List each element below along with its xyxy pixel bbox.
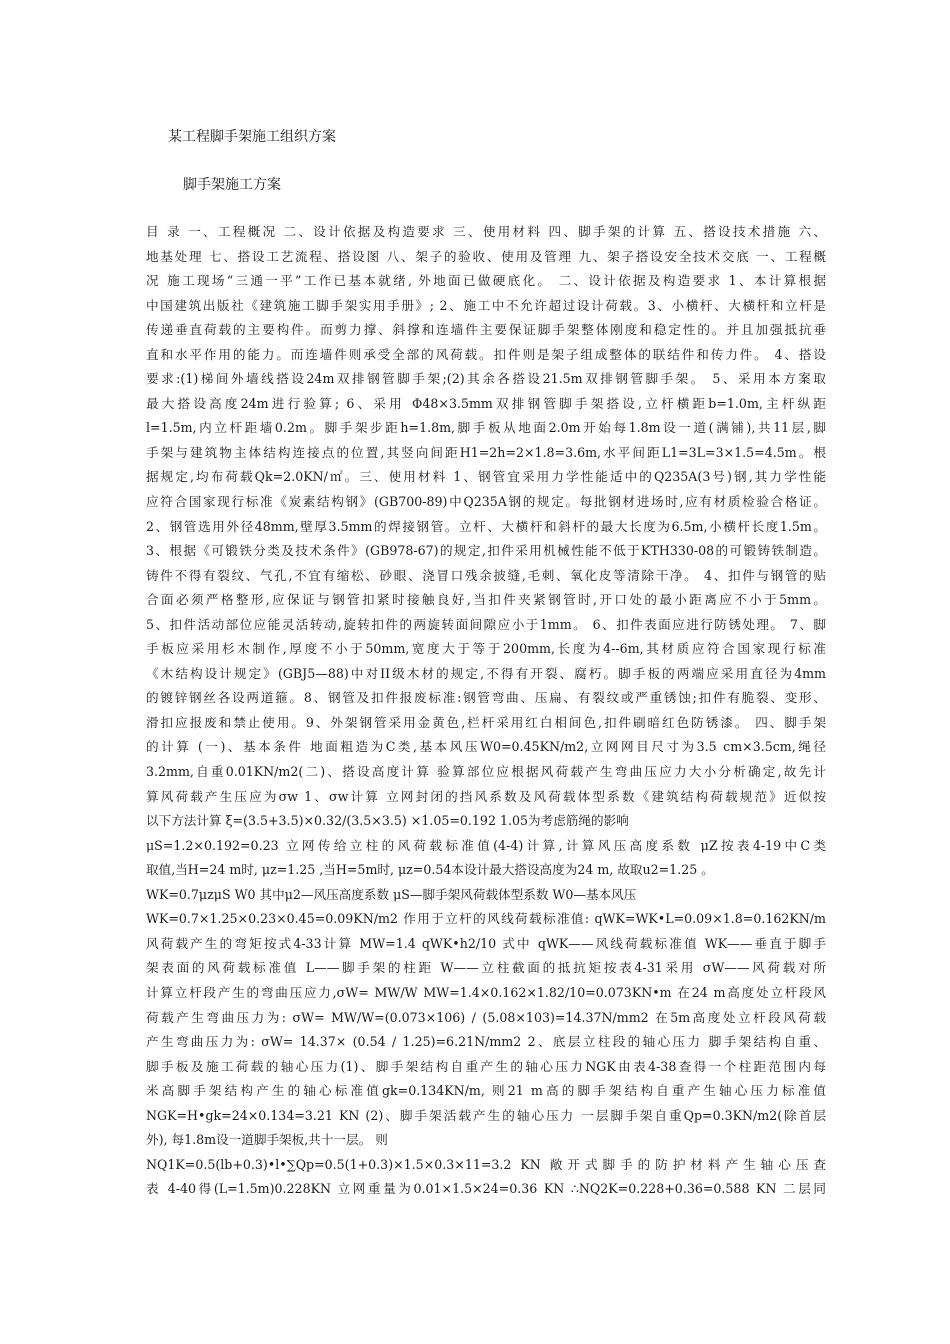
body-text-line: 要求:(1)梯间外墙线搭设24m双排钢管脚手架;(2)其余各搭设21.5m双排钢管脚手架。 5、采用本方案取 [146, 371, 826, 387]
body-text-line: WK=0.7μzμS W0 其中μ2—风压高度系数 μS—脚手架风荷载体型系数 W0—基本风压 [146, 886, 637, 902]
body-text-line: 2、钢管选用外径48mm,壁厚3.5mm的焊接钢管。立杆、大横杆和斜杆的最大长度为6.5m,小横杆长度1.5m。 [146, 518, 826, 534]
body-text-line: 计算立杆段产生的弯曲压应力,σW= MW/W MW=1.4×0.162×1.82/10=0.073KN•m 在24 m高度处立杆段风 [146, 984, 826, 1000]
body-text-line: 架表面的风荷载标准值 L——脚手架的柱距 W——立柱截面的抵抗矩按表4-31采用 σW——风荷载对所 [146, 960, 826, 976]
body-text-line: 手板应采用杉木制作,厚度不小于50mm,宽度大于等于200mm,长度为4--6m,其材质应符合国家现行标准 [146, 641, 826, 657]
body-text-line: NGK=H•gk=24×0.134=3.21 KN (2)、脚手架活载产生的轴心压力 一层脚手架自重Qp=0.3KN/m2(除首层 [146, 1107, 826, 1123]
body-text-line: 产生弯曲压力为: σW= 14.37× (0.54 / 1.25)=6.21N/mm2 2、底层立柱段的轴心压力 脚手架结构自重、 [146, 1034, 826, 1050]
body-text-line: 最大搭设高度24m进行验算; 6、采用 Φ48×3.5mm双排钢管脚手架搭设,立杆横距b=1.0m,主杆纵距 [146, 395, 826, 411]
body-text-line: 米高脚手架结构产生的轴心标准值gk=0.134KN/m, 则21 m高的脚手架结构自重产生轴心压力标准值 [146, 1083, 826, 1099]
body-text-line: 直和水平作用的能力。而连墙件则承受全部的风荷载。扣件则是架子组成整体的联结件和传力件。 4、搭设 [146, 346, 826, 362]
body-text-line: 手架与建筑物主体结构连接点的位置,其竖向间距H1=2h=2×1.8=3.6m,水平间距L1=3L=3×1.5=4.5m。根 [146, 444, 826, 460]
body-text-line: 目 录 一、工程概况 二、设计依据及构造要求 三、使用材料 四、脚手架的计算 五、搭设技术措施 六、 [146, 224, 826, 239]
body-text-line: 据规定,均布荷载Qk=2.0KN/㎡。三、使用材料 1、钢管宜采用力学性能适中的Q235A(3号)钢,其力学性能 [146, 469, 826, 485]
body-text-line: 5、扣件活动部位应能灵活转动,旋转扣件的两旋转面间隙应小于1mm。 6、扣件表面应进行防锈处理。 7、脚 [146, 616, 826, 632]
body-text-line: 合面必须严格整形,应保证与钢管扣紧时接触良好,当扣件夹紧钢管时,开口处的最小距离应不小于5mm。 [146, 592, 826, 608]
body-text-line: WK=0.7×1.25×0.23×0.45=0.09KN/m2 作用于立杆的风线荷载标准值: qWK=WK•L=0.09×1.8=0.162KN/m [146, 911, 826, 927]
body-text-line: 的计算 (一)、基本条件 地面粗造为C类,基本风压W0=0.45KN/m2,立网网目尺寸为3.5 cm×3.5cm,绳径 [146, 739, 826, 755]
body-text-line: 的镀锌钢丝各设两道箍。8、钢管及扣件报废标准:钢管弯曲、压扁、有裂纹或严重锈蚀;扣件有脆裂、变形、 [146, 690, 826, 706]
document-title: 某工程脚手架施工组织方案 [168, 129, 336, 145]
body-text-line: 传递垂直荷载的主要构件。而剪力撑、斜撑和连墙件主要保证脚手架整体刚度和稳定性的。并且加强抵抗垂 [146, 322, 826, 338]
body-text-line: 取值,当H=24 m时, μz=1.25 ,当H=5m时, μz=0.54本设计最大搭设高度为24 m, 故取u2=1.25 。 [146, 862, 714, 878]
body-text-line: 况 施工现场“三通一平”工作已基本就绪, 外地面已做硬底化。 二、设计依据及构造要求 1、本计算根据 [146, 273, 826, 289]
body-text-line: 脚手板及施工荷载的轴心压力(1)、脚手架结构自重产生的轴心压力NGK由表4-38查得一个柱距范围内每 [146, 1058, 826, 1074]
body-text-line: 滑扣应报废和禁止使用。9、外架钢管采用金黄色,栏杆采用红白相间色,扣件刷暗红色防锈漆。 四、脚手架 [146, 714, 826, 730]
document-body [146, 220, 826, 1202]
body-text-line: 应符合国家现行标准《炭素结构钢》(GB700-89)中Q235A钢的规定。每批钢材进场时,应有材质检验合格证。 [146, 494, 826, 510]
body-text-line: 风荷载产生的弯矩按式4-33计算 MW=1.4 qWK•h2/10 式中 qWK——风线荷载标准值 WK——垂直于脚手 [146, 935, 826, 951]
body-text-line: l=1.5m,内立杆距墙0.2m。脚手架步距h=1.8m,脚手板从地面2.0m开始每1.8m设一道(满铺),共11层,脚 [146, 420, 826, 436]
body-text-line: NQ1K=0.5(lb+0.3)•l•∑Qp=0.5(1+0.3)×1.5×0.3×11=3.2 KN 敞开式脚手的防护材料产生轴心压查 [146, 1156, 826, 1172]
body-text-line: μS=1.2×0.192=0.23 立网传给立柱的风荷载标准值(4-4)计算,计算风压高度系数 μZ按表4-19中C类 [146, 837, 826, 853]
body-text-line: 算风荷载产生压应为σw 1、σw计算 立网封闭的挡风系数及风荷载体型系数《建筑结构荷载规范》近似按 [146, 788, 826, 804]
body-text-line: 3、根据《可锻铁分类及技术条件》(GB978-67)的规定,扣件采用机械性能不低于KTH330-08的可锻铸铁制造。 [146, 543, 826, 559]
body-text-line: 3.2mm,自重0.01KN/m2(二)、搭设高度计算 验算部位应根据风荷载产生弯曲压应力大小分析确定,故先计 [146, 764, 826, 780]
document-subtitle: 脚手架施工方案 [183, 177, 281, 193]
body-text-line: 《木结构设计规定》(GBJ5—88)中对II级木材的规定,不得有开裂、腐朽。脚手板的两端应采用直径为4mm [146, 665, 826, 681]
body-text-line: 地基处理 七、搭设工艺流程、搭设图 八、架子的验收、使用及管理 九、架子搭设安全技术交底 一、工程概 [146, 248, 826, 264]
body-text-line: 外), 每1.8m设一道脚手架板,共十一层。 则 [146, 1132, 388, 1148]
body-text-line: 铸件不得有裂纹、气孔,不宜有缩松、砂眼、浇冒口残余披缝,毛刺、氧化皮等清除干净。 4、扣件与钢管的贴 [146, 567, 826, 583]
body-text-line: 中国建筑出版社《建筑施工脚手架实用手册》; 2、施工中不允许超过设计荷载。3、小横杆、大横杆和立杆是 [146, 297, 826, 313]
body-text-line: 荷载产生弯曲压力为: σW= MW/W=(0.073×106) / (5.08×103)=14.37N/mm2 在5m高度处立杆段风荷载 [146, 1009, 826, 1025]
body-text-line: 以下方法计算 ξ=(3.5+3.5)×0.32/(3.5×3.5) ×1.05=0.192 1.05为考虑筋绳的影响 [146, 813, 629, 829]
body-text-line: 表 4-40得(L=1.5m)0.228KN 立网重量为0.01×1.5×24=0.36 KN ∴NQ2K=0.228+0.36=0.588 KN 二层同 [146, 1181, 826, 1197]
